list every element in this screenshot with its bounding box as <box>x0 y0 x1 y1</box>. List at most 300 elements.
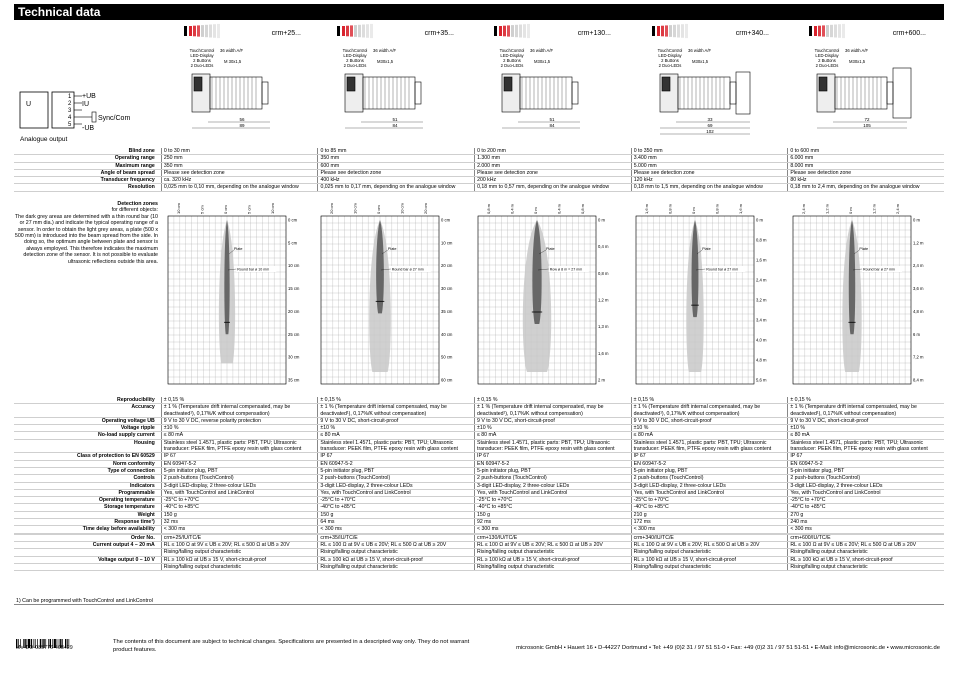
sensor-drawing <box>787 22 940 142</box>
touchcontrol-label: TouchControl <box>657 48 683 53</box>
spec-row <box>14 432 944 439</box>
y-tick-label: 10 cm <box>288 263 300 269</box>
spec-row <box>14 439 944 453</box>
beam-icon <box>494 24 530 38</box>
y-tick-label: 0 m <box>756 217 763 223</box>
spec-value: 0,025 mm to 0,10 mm, depending on the analogue window <box>161 184 318 191</box>
spec-row <box>14 482 944 489</box>
sensor-drawing <box>630 22 783 142</box>
dimension-label: 84 <box>549 123 555 128</box>
detection-zone-chart <box>789 200 937 395</box>
dimension-label: 102 <box>706 129 714 134</box>
spec-value: 0 to 600 mm <box>788 148 944 155</box>
touchcontrol-label: 2 Buttons <box>346 58 364 63</box>
detection-zones-description <box>14 201 158 265</box>
hex-label: 36 width A/F <box>373 48 397 53</box>
spec-value: ± 0,15 % <box>318 397 475 404</box>
touchcontrol-label: LED-Display <box>815 53 839 58</box>
spec-value: ± 1 % (Temperature drift internal compensated, may be deactivated¹), 0,17%/K without compensation) <box>161 404 318 418</box>
x-tick-label: 1,6 m <box>738 203 744 214</box>
sensor-body <box>345 74 421 112</box>
spec-row <box>14 148 944 155</box>
spec-value: Rising/falling output characteristic <box>788 549 944 556</box>
spec-label: Transducer frequency <box>14 177 161 184</box>
spec-value: 2 push-buttons (TouchControl) <box>318 475 475 482</box>
touchcontrol-label: 2 Buttons <box>503 58 521 63</box>
spec-value: Rising/falling output characteristic <box>631 563 788 570</box>
spec-value: 9 V to 30 V DC, short-circuit-proof <box>318 417 475 424</box>
spec-row <box>14 397 944 404</box>
y-tick-label: 20 cm <box>441 263 453 269</box>
plate-label: Plate <box>859 247 869 251</box>
spec-value: Please see detection zone <box>631 169 788 176</box>
spec-value: EN 60947-5-2 <box>475 460 632 467</box>
spec-row <box>14 460 944 467</box>
spec-value: EN 60947-5-2 <box>788 460 944 467</box>
spec-label: Angle of beam spread <box>14 169 161 176</box>
spec-row <box>14 177 944 184</box>
spec-value: 350 mm <box>161 162 318 169</box>
spec-value: 0,18 mm to 2,4 mm, depending on the analogue window <box>788 184 944 191</box>
spec-value: 150 g <box>475 511 632 518</box>
spec-row <box>14 155 944 162</box>
x-tick-label: 5 cm <box>199 205 205 214</box>
spec-value: -40°C to +85°C <box>788 504 944 511</box>
x-tick-label: 0,8 m <box>485 203 491 214</box>
y-tick-label: 60 cm <box>441 377 453 383</box>
spec-value: 3-digit LED-display, 2 three-colour LEDs <box>161 482 318 489</box>
spec-value: RL ≤ 100 Ω at 9V ≤ UB ≤ 20V; RL ≤ 500 Ω at UB ≥ 20V <box>788 541 944 548</box>
barcode-text: MV-DO-085776-408429 <box>16 645 73 651</box>
spec-value: 92 ms <box>475 519 632 526</box>
spec-value: 5-pin initiator plug, PBT <box>631 467 788 474</box>
x-tick-label: 2,4 m <box>800 203 806 214</box>
sensor-drawing <box>315 22 468 142</box>
thread-label: M30x1,5 <box>849 59 866 64</box>
pin-4: 3 <box>68 108 72 114</box>
spec-value: RL ≥ 100 kΩ at UB ≥ 15 V, short-circuit-proof <box>161 556 318 563</box>
touchcontrol-label: 2 Duo-LEDs <box>190 63 214 68</box>
spec-row <box>14 504 944 511</box>
spec-value: RL ≤ 100 Ω at 9V ≤ UB ≤ 20V; RL ≤ 500 Ω at UB ≥ 20V <box>318 541 475 548</box>
x-tick-label: 0 cm <box>223 205 228 214</box>
touchcontrol-label: TouchControl <box>342 48 368 53</box>
spec-value: 350 mm <box>318 155 475 162</box>
hex-label: 36 width A/F <box>530 48 554 53</box>
spec-value: 400 kHz <box>318 177 475 184</box>
model-name: crm+130... <box>577 30 611 37</box>
spec-row <box>14 169 944 176</box>
y-tick-label: 0 m <box>913 217 920 223</box>
x-tick-label: 0,8 m <box>714 203 720 214</box>
spec-label: Voltage ripple <box>14 425 161 432</box>
spec-value: ≤ 80 mA <box>631 432 788 439</box>
spec-value: ≤ 80 mA <box>318 432 475 439</box>
spec-value: 0 to 350 mm <box>631 148 788 155</box>
sensor-outline <box>162 22 315 142</box>
spec-value: RL ≥ 100 kΩ at UB ≥ 15 V, short-circuit-proof <box>788 556 944 563</box>
x-tick-label: 0,4 m <box>509 203 515 214</box>
round-bar-label: Round bar ø 10 mm <box>237 267 270 272</box>
spec-label <box>14 563 161 570</box>
spec-row <box>14 162 944 169</box>
spec-value: Stainless steel 1.4571, plastic parts: PBT, TPU; Ultrasonic transducer: PEEK film, PTFE epoxy resin with glass content <box>318 439 475 453</box>
spec-value: < 300 ms <box>631 526 788 533</box>
x-tick-label: 1,2 m <box>871 203 877 214</box>
spec-value: ≤ 80 mA <box>161 432 318 439</box>
spec-value: 5-pin initiator plug, PBT <box>318 467 475 474</box>
spec-value: < 300 ms <box>161 526 318 533</box>
y-tick-label: 3,6 m <box>913 286 924 292</box>
spec-label: Voltage output 0 – 10 V <box>14 556 161 563</box>
spec-value: EN 60947-5-2 <box>161 460 318 467</box>
wiring-schematic <box>16 88 146 146</box>
spec-value: Please see detection zone <box>161 169 318 176</box>
detection-zone-plot <box>474 200 622 390</box>
x-tick-label: 20 cm <box>423 203 429 214</box>
spec-value: 64 ms <box>318 519 475 526</box>
footnote: 1) Can be programmed with TouchControl and LinkControl <box>16 598 153 604</box>
touchcontrol-label: 2 Duo-LEDs <box>658 63 682 68</box>
y-tick-label: 6 m <box>913 331 920 337</box>
detection-zone-plot <box>789 200 937 390</box>
spec-value: 6.000 mm <box>788 155 944 162</box>
spec-value: Please see detection zone <box>318 169 475 176</box>
y-tick-label: 4,8 m <box>756 357 767 363</box>
y-tick-label: 1,6 m <box>598 350 609 356</box>
spec-value: 2 push-buttons (TouchControl) <box>475 475 632 482</box>
beam-icon <box>337 24 373 38</box>
company-info: microsonic GmbH • Hauert 16 • D-44227 Dortmund • Tel: +49 (0)2 31 / 97 51 51-0 • Fax: +49 (0)2 31 / 97 51 51-51 • E-Mail: info@microsonic.de • www.microsonic.de <box>516 645 940 651</box>
pin-5: 4 <box>68 115 72 121</box>
hex-label: 36 width A/F <box>220 48 244 53</box>
spec-label: Operating voltage UB <box>14 417 161 424</box>
dimension-label: 33 <box>707 117 713 122</box>
spec-value: ± 1 % (Temperature drift internal compensated, may be deactivated¹), 0,17%/K without compensation) <box>788 404 944 418</box>
model-name: crm+35... <box>424 30 454 37</box>
detection-zone-plot <box>632 200 780 390</box>
spec-value: Stainless steel 1.4571, plastic parts: PBT, TPU; Ultrasonic transducer: PEEK film, PTFE epoxy resin with glass content <box>161 439 318 453</box>
spec-value: RL ≤ 100 Ω at 9V ≤ UB ≤ 20V; RL ≤ 500 Ω at UB ≥ 20V <box>161 541 318 548</box>
sensor-outline <box>315 22 468 142</box>
spec-row <box>14 184 944 191</box>
spec-label: Resolution <box>14 184 161 191</box>
touchcontrol-label: LED-Display <box>190 53 214 58</box>
spec-table-bottom <box>14 397 944 571</box>
thread-label: M30x1,5 <box>377 59 394 64</box>
spec-value: ±10 % <box>161 425 318 432</box>
spec-value: 0 to 200 mm <box>475 148 632 155</box>
detection-zone-plot <box>317 200 465 390</box>
sensor-drawing <box>162 22 315 142</box>
spec-value: RL ≥ 100 kΩ at UB ≥ 15 V, short-circuit-proof <box>631 556 788 563</box>
hex-label: 36 width A/F <box>845 48 869 53</box>
spec-value: 2 push-buttons (TouchControl) <box>631 475 788 482</box>
x-tick-label: 5 cm <box>246 205 252 214</box>
spec-row <box>14 563 944 570</box>
spec-label: Housing <box>14 439 161 453</box>
spec-value: Rising/falling output characteristic <box>475 563 632 570</box>
pin-2: 2 <box>68 101 72 107</box>
dimension-label: 56 <box>239 117 245 122</box>
touchcontrol-label: 2 Buttons <box>193 58 211 63</box>
spec-label: Reproducibility <box>14 397 161 404</box>
x-tick-label: 10 cm <box>175 203 181 214</box>
spec-value: 120 kHz <box>631 177 788 184</box>
sensor-body <box>660 72 750 114</box>
spec-value: crm+35/IU/TC/E <box>318 534 475 541</box>
spec-value: 0 to 85 mm <box>318 148 475 155</box>
y-tick-label: 1,6 m <box>756 257 767 263</box>
y-tick-label: 1,2 m <box>598 297 609 303</box>
touchcontrol-label: LED-Display <box>343 53 367 58</box>
sensor-outline <box>787 22 940 142</box>
spec-value: 240 ms <box>788 519 944 526</box>
y-tick-label: 35 cm <box>441 308 453 314</box>
spec-value: -25°C to +70°C <box>631 497 788 504</box>
plate-label: Plate <box>233 247 243 251</box>
spec-row <box>14 534 944 541</box>
spec-label: Storage temperature <box>14 504 161 511</box>
x-tick-label: 0 m <box>533 207 538 214</box>
touchcontrol-label: LED-Display <box>658 53 682 58</box>
spec-value: 150 g <box>318 511 475 518</box>
spec-value: crm+25/IU/TC/E <box>161 534 318 541</box>
spec-label: Indicators <box>14 482 161 489</box>
detection-zones-text: The dark grey areas are determined with a thin round bar (10 or 27 mm dia.) and indicate the typical operating range of a sensor. In order to obtain the light grey areas, a plate (500 x 500 mm) is introduced into the beam spread from the side. In doing so, the optimum angle between plate and sensor is always employed. This therefore indicates the maximum detection zone of the sensor. It is not possible to evaluate ultrasonic reflections outside this area. <box>14 213 158 265</box>
pin-3: 5 <box>68 122 72 128</box>
y-tick-label: 15 cm <box>288 286 300 292</box>
wiring-label-minus-ub: -UB <box>82 125 95 132</box>
y-tick-label: 3,2 m <box>756 297 767 303</box>
x-tick-label: 10 cm <box>352 203 358 214</box>
spec-value: 9 V to 30 V DC, short-circuit-proof <box>475 417 632 424</box>
dimension-label: 69 <box>707 123 713 128</box>
spec-value: 1.300 mm <box>475 155 632 162</box>
x-tick-label: 2,4 m <box>895 203 901 214</box>
spec-value: 2.000 mm <box>475 162 632 169</box>
spec-value: ± 1 % (Temperature drift internal compensated, may be deactivated¹), 0,17%/K without compensation) <box>318 404 475 418</box>
spec-value: ± 1 % (Temperature drift internal compensated, may be deactivated¹), 0,17%/K without compensation) <box>475 404 632 418</box>
beam-icon <box>652 24 688 38</box>
beam-icon <box>184 24 220 38</box>
detection-zone-chart <box>474 200 622 395</box>
touchcontrol-label: 2 Duo-LEDs <box>815 63 839 68</box>
spec-label: Controls <box>14 475 161 482</box>
spec-value: 2 push-buttons (TouchControl) <box>788 475 944 482</box>
spec-value: RL ≥ 100 kΩ at UB ≥ 15 V, short-circuit-proof <box>475 556 632 563</box>
round-bar-label: Round bar ø 27 mm <box>862 267 895 272</box>
thread-label: M 30x1,5 <box>224 59 242 64</box>
thread-label: M30x1,5 <box>692 59 709 64</box>
y-tick-label: 1,2 m <box>913 240 924 246</box>
sensor-body <box>817 68 911 118</box>
spec-value: ±10 % <box>631 425 788 432</box>
spec-value: EN 60947-5-2 <box>631 460 788 467</box>
wiring-label-iu: IU <box>82 101 89 108</box>
spec-value: -25°C to +70°C <box>161 497 318 504</box>
round-bar-label: Round bar ø 27 mm <box>391 267 424 272</box>
x-tick-label: 10 cm <box>270 203 276 214</box>
spec-label: Programmable <box>14 489 161 496</box>
sensor-body <box>502 74 578 112</box>
spec-value: 3-digit LED-display, 2 three-colour LEDs <box>788 482 944 489</box>
y-tick-label: 8,4 m <box>913 377 924 383</box>
spec-value: Rising/falling output characteristic <box>161 563 318 570</box>
spec-value: ± 0,15 % <box>788 397 944 404</box>
pin-1: 1 <box>68 94 72 100</box>
spec-value: 0,025 mm to 0,17 mm, depending on the analogue window <box>318 184 475 191</box>
y-tick-label: 35 cm <box>288 377 300 383</box>
spec-row <box>14 497 944 504</box>
sensor-outline <box>630 22 783 142</box>
spec-value: 150 g <box>161 511 318 518</box>
round-bar-label: Round bar ø 27 mm <box>706 267 739 272</box>
hex-label: 36 width A/F <box>688 48 712 53</box>
beam-icon <box>809 24 845 38</box>
y-tick-label: 1,3 m <box>598 324 609 330</box>
spec-value: < 300 ms <box>318 526 475 533</box>
touchcontrol-label: 2 Duo-LEDs <box>500 63 524 68</box>
spec-value: Yes, with TouchControl and LinkControl <box>475 489 632 496</box>
spec-value: ± 0,15 % <box>161 397 318 404</box>
spec-value: Yes, with TouchControl and LinkControl <box>161 489 318 496</box>
y-tick-label: 2,4 m <box>756 277 767 283</box>
wiring-diagram <box>16 88 146 146</box>
dimension-label: 84 <box>392 123 398 128</box>
round-bar-label: Row ø 8 m = 27 mm <box>549 267 583 272</box>
spec-value: 3-digit LED-display, 2 three-colour LEDs <box>318 482 475 489</box>
x-tick-label: 0 cm <box>376 205 381 214</box>
spec-row <box>14 475 944 482</box>
spec-row <box>14 526 944 533</box>
spec-label: No-load supply current <box>14 432 161 439</box>
spec-value: Rising/falling output characteristic <box>788 563 944 570</box>
spec-value: Rising/falling output characteristic <box>318 549 475 556</box>
spec-value: Rising/falling output characteristic <box>631 549 788 556</box>
spec-table-top <box>14 148 944 192</box>
y-tick-label: 0,8 m <box>756 237 767 243</box>
spec-value: -25°C to +70°C <box>475 497 632 504</box>
spec-value: Stainless steel 1.4571, plastic parts: PBT, TPU; Ultrasonic transducer: PEEK film, PTFE epoxy resin with glass content <box>631 439 788 453</box>
spec-label: Order No. <box>14 534 161 541</box>
spec-value: 5-pin initiator plug, PBT <box>788 467 944 474</box>
spec-row <box>14 453 944 460</box>
detection-zones-subtitle: for different objects: <box>111 207 158 214</box>
model-name: crm+600... <box>892 30 926 37</box>
spec-row <box>14 417 944 424</box>
spec-value: ± 1 % (Temperature drift internal compensated, may be deactivated¹), 0,17%/K without compensation) <box>631 404 788 418</box>
spec-value: 270 g <box>788 511 944 518</box>
spec-row <box>14 467 944 474</box>
sensor-body <box>192 74 268 112</box>
spec-value: Rising/falling output characteristic <box>161 549 318 556</box>
y-tick-label: 0 m <box>598 217 605 223</box>
spec-value: Stainless steel 1.4571, plastic parts: PBT, TPU; Ultrasonic transducer: PEEK film, PTFE epoxy resin with glass content <box>788 439 944 453</box>
detection-zone-chart <box>164 200 312 395</box>
spec-value: 3-digit LED-display, 2 three-colour LEDs <box>475 482 632 489</box>
model-name: crm+25... <box>271 30 301 37</box>
y-tick-label: 2,4 m <box>913 263 924 269</box>
spec-label: Weight <box>14 511 161 518</box>
spec-value: 80 kHz <box>788 177 944 184</box>
spec-value: 0 to 30 mm <box>161 148 318 155</box>
spec-value: Yes, with TouchControl and LinkControl <box>318 489 475 496</box>
spec-value: crm+600/IU/TC/E <box>788 534 944 541</box>
spec-value: -25°C to +70°C <box>788 497 944 504</box>
spec-value: ±10 % <box>475 425 632 432</box>
spec-value: < 300 ms <box>788 526 944 533</box>
spec-value: Stainless steel 1.4571, plastic parts: PBT, TPU; Ultrasonic transducer: PEEK film, PTFE epoxy resin with glass content <box>475 439 632 453</box>
detection-zone-chart <box>632 200 780 395</box>
sensor-drawing <box>472 22 625 142</box>
spec-row <box>14 519 944 526</box>
spec-value: Rising/falling output characteristic <box>318 563 475 570</box>
touchcontrol-label: TouchControl <box>814 48 840 53</box>
spec-value: Please see detection zone <box>475 169 632 176</box>
spec-value: 250 mm <box>161 155 318 162</box>
x-tick-label: 0,4 m <box>556 203 562 214</box>
model-name: crm+340... <box>735 30 769 37</box>
y-tick-label: 40 cm <box>441 331 453 337</box>
spec-label: Accuracy <box>14 404 161 418</box>
touchcontrol-label: LED-Display <box>500 53 524 58</box>
x-tick-label: 0 m <box>848 207 853 214</box>
spec-value: -40°C to +85°C <box>631 504 788 511</box>
spec-label: Maximum range <box>14 162 161 169</box>
y-tick-label: 0 cm <box>288 217 298 223</box>
spec-label: Type of connection <box>14 467 161 474</box>
spec-value: 600 mm <box>318 162 475 169</box>
spec-value: -40°C to +85°C <box>161 504 318 511</box>
x-tick-label: 0 m <box>691 207 696 214</box>
x-tick-label: 20 cm <box>328 203 334 214</box>
dimension-label: 72 <box>864 117 870 122</box>
spec-row <box>14 549 944 556</box>
spec-value: Rising/falling output characteristic <box>475 549 632 556</box>
spec-label: Operating range <box>14 155 161 162</box>
footer-divider <box>14 604 944 605</box>
spec-value: 5-pin initiator plug, PBT <box>475 467 632 474</box>
spec-value: IP 67 <box>161 453 318 460</box>
spec-value: ±10 % <box>318 425 475 432</box>
plate-label: Plate <box>546 247 555 251</box>
spec-value: crm+130/IU/TC/E <box>475 534 632 541</box>
y-tick-label: 25 cm <box>288 331 300 337</box>
detection-zone-plot <box>164 200 312 390</box>
spec-value: 5-pin initiator plug, PBT <box>161 467 318 474</box>
spec-value: RL ≥ 100 kΩ at UB ≥ 15 V, short-circuit-proof <box>318 556 475 563</box>
y-tick-label: 2 m <box>598 377 605 383</box>
spec-value: -40°C to +85°C <box>475 504 632 511</box>
spec-value: ≤ 80 mA <box>475 432 632 439</box>
spec-label: Blind zone <box>14 148 161 155</box>
wiring-block-label: U <box>26 101 32 108</box>
spec-label: Operating temperature <box>14 497 161 504</box>
page-title: Technical data <box>14 4 944 20</box>
wiring-label-sync: Sync/Com <box>98 115 131 122</box>
touchcontrol-label: 2 Duo-LEDs <box>343 63 367 68</box>
y-tick-label: 7,2 m <box>913 354 924 360</box>
spec-value: 8.000 mm <box>788 162 944 169</box>
detection-zone-chart <box>317 200 465 395</box>
dimension-label: 51 <box>549 117 555 122</box>
plate-label: Plate <box>702 247 711 251</box>
touchcontrol-label: 2 Buttons <box>661 58 679 63</box>
spec-value: ±10 % <box>788 425 944 432</box>
spec-value: IP 67 <box>788 453 944 460</box>
spec-value: 9 V to 30 V DC, reverse polarity protection <box>161 417 318 424</box>
